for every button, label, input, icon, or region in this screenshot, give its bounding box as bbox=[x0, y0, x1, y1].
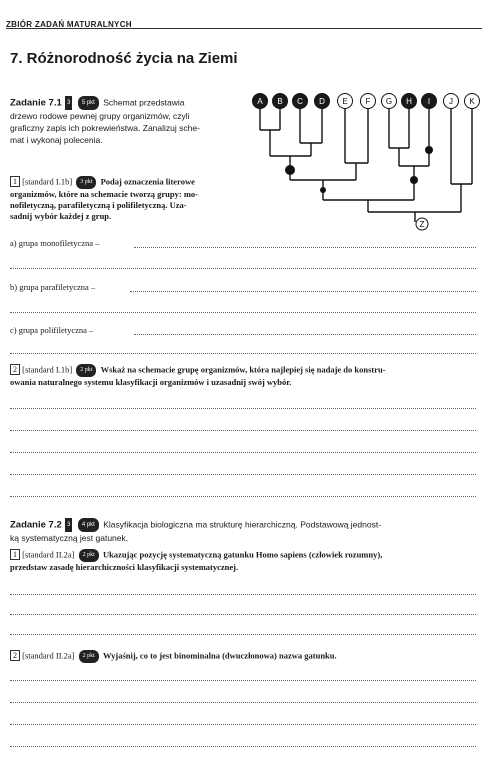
answer-line[interactable] bbox=[134, 247, 476, 248]
task-7-1-intro-line: graficzny zapis ich pokrewieństwa. Zanalizuj sche- bbox=[10, 123, 200, 133]
leaf-label: F bbox=[365, 97, 371, 106]
q-text-line: Ukazując pozycję systematyczną gatunku Homo sapiens (człowiek rozumny), bbox=[102, 549, 383, 560]
answer-line[interactable] bbox=[10, 474, 476, 475]
answer-line[interactable] bbox=[10, 614, 476, 615]
q-number: 2 bbox=[10, 364, 20, 375]
leaf-label: J bbox=[449, 97, 453, 106]
answer-line[interactable] bbox=[10, 408, 476, 409]
answer-line[interactable] bbox=[10, 496, 476, 497]
task-7-1-title: Zadanie 7.1 bbox=[10, 97, 62, 109]
task-7-1-intro bbox=[10, 96, 250, 146]
q-text-line: owania naturalnego systemu klasyfikacji organizmów i uzasadnij swój wybór. bbox=[10, 377, 292, 387]
answer-line[interactable] bbox=[10, 746, 476, 747]
answer-line[interactable] bbox=[10, 634, 476, 635]
answer-line[interactable] bbox=[10, 268, 476, 269]
q-points: 2 pkt bbox=[79, 650, 99, 663]
task-7-2-intro-line: ką systematyczną jest gatunek. bbox=[10, 533, 129, 543]
root-label: Z bbox=[419, 220, 425, 229]
q-text-line: sadnij wybór każdej z grup. bbox=[10, 211, 112, 221]
answer-line[interactable] bbox=[10, 353, 476, 354]
leaf-label: I bbox=[427, 97, 431, 106]
task-7-1-intro-line: Schemat przedstawia bbox=[103, 97, 185, 108]
leaf-label: A bbox=[257, 97, 263, 106]
q-points: 3 pkt bbox=[76, 176, 96, 189]
answer-line[interactable] bbox=[130, 291, 476, 292]
q-text-line: Wyjaśnij, co to jest binominalna (dwuczłonowa) nazwa gatunku. bbox=[102, 650, 337, 661]
chapter-title: 7. Różnorodność życia na Ziemi bbox=[10, 50, 238, 67]
q-text-line: nofiletyczną, parafiletyczną i polifiletyczną. Uza- bbox=[10, 200, 187, 210]
tree-leaves bbox=[253, 94, 480, 109]
q-standard: [standard II.2a] bbox=[22, 549, 75, 560]
q-points: 2 pkt bbox=[79, 549, 99, 562]
answer-b-label: b) grupa parafiletyczna – bbox=[10, 282, 96, 292]
answer-line[interactable] bbox=[10, 594, 476, 595]
leaf-label: G bbox=[385, 97, 393, 106]
leaf-label: H bbox=[406, 97, 412, 106]
header-title: ZBIÓR ZADAŃ MATURALNYCH bbox=[6, 20, 132, 29]
task-7-2-badge: 3 bbox=[65, 518, 72, 532]
task-7-2-intro-line: Klasyfikacja biologiczna ma strukturę hierarchiczną. Podstawową jednost- bbox=[103, 519, 382, 530]
task-7-1-badge: 3 bbox=[65, 96, 72, 110]
leaf-label: K bbox=[469, 97, 475, 106]
answer-line[interactable] bbox=[10, 452, 476, 453]
marker-dot bbox=[410, 176, 418, 184]
q-text-line: Wskaż na schemacie grupę organizmów, która najlepiej się nadaje do konstru- bbox=[100, 364, 386, 375]
leaf-label: E bbox=[342, 97, 348, 106]
q-number: 1 bbox=[10, 549, 20, 560]
marker-dot bbox=[285, 165, 295, 175]
answer-line[interactable] bbox=[134, 334, 476, 335]
marker-dot bbox=[425, 146, 433, 154]
task-7-1-q1 bbox=[10, 176, 250, 222]
answer-line[interactable] bbox=[10, 724, 476, 725]
q-number: 1 bbox=[10, 176, 20, 187]
task-7-2-points: 4 pkt bbox=[78, 518, 99, 532]
q-text-line: przedstaw zasadę hierarchiczności klasyfikacji systematycznej. bbox=[10, 562, 239, 572]
task-7-2-title: Zadanie 7.2 bbox=[10, 519, 62, 531]
q-standard: [standard I.1b] bbox=[22, 364, 73, 375]
q-points: 2 pkt bbox=[76, 364, 96, 377]
task-7-2-q1 bbox=[10, 549, 482, 573]
tree-markers bbox=[285, 146, 433, 193]
q-standard: [standard I.1b] bbox=[22, 176, 73, 187]
phylogenetic-tree bbox=[250, 88, 486, 238]
tree-branches bbox=[260, 108, 472, 222]
task-7-1-intro-line: drzewo rodowe pewnej grupy organizmów, czyli bbox=[10, 111, 190, 121]
q-standard: [standard II.2a] bbox=[22, 650, 75, 661]
leaf-label: B bbox=[277, 97, 283, 106]
answer-line[interactable] bbox=[10, 430, 476, 431]
page-header bbox=[6, 14, 482, 29]
leaf-label: D bbox=[319, 97, 325, 106]
answer-line[interactable] bbox=[10, 680, 476, 681]
task-7-2-intro bbox=[10, 518, 482, 544]
answer-line[interactable] bbox=[10, 702, 476, 703]
q-text-line: organizmów, które na schemacie tworzą grupy: mo- bbox=[10, 189, 198, 199]
task-7-1-points: 5 pkt bbox=[78, 96, 99, 110]
answer-line[interactable] bbox=[10, 312, 476, 313]
task-7-1-intro-line: mat i wykonaj polecenia. bbox=[10, 135, 103, 145]
q-text-line: Podaj oznaczenia literowe bbox=[100, 176, 195, 187]
answer-c-label: c) grupa polifiletyczna – bbox=[10, 325, 94, 335]
task-7-1-q2 bbox=[10, 364, 482, 388]
answer-a-label: a) grupa monofiletyczna – bbox=[10, 238, 100, 248]
q-number: 2 bbox=[10, 650, 20, 661]
leaf-label: C bbox=[297, 97, 303, 106]
task-7-2-q2 bbox=[10, 650, 482, 663]
marker-dot bbox=[320, 187, 326, 193]
